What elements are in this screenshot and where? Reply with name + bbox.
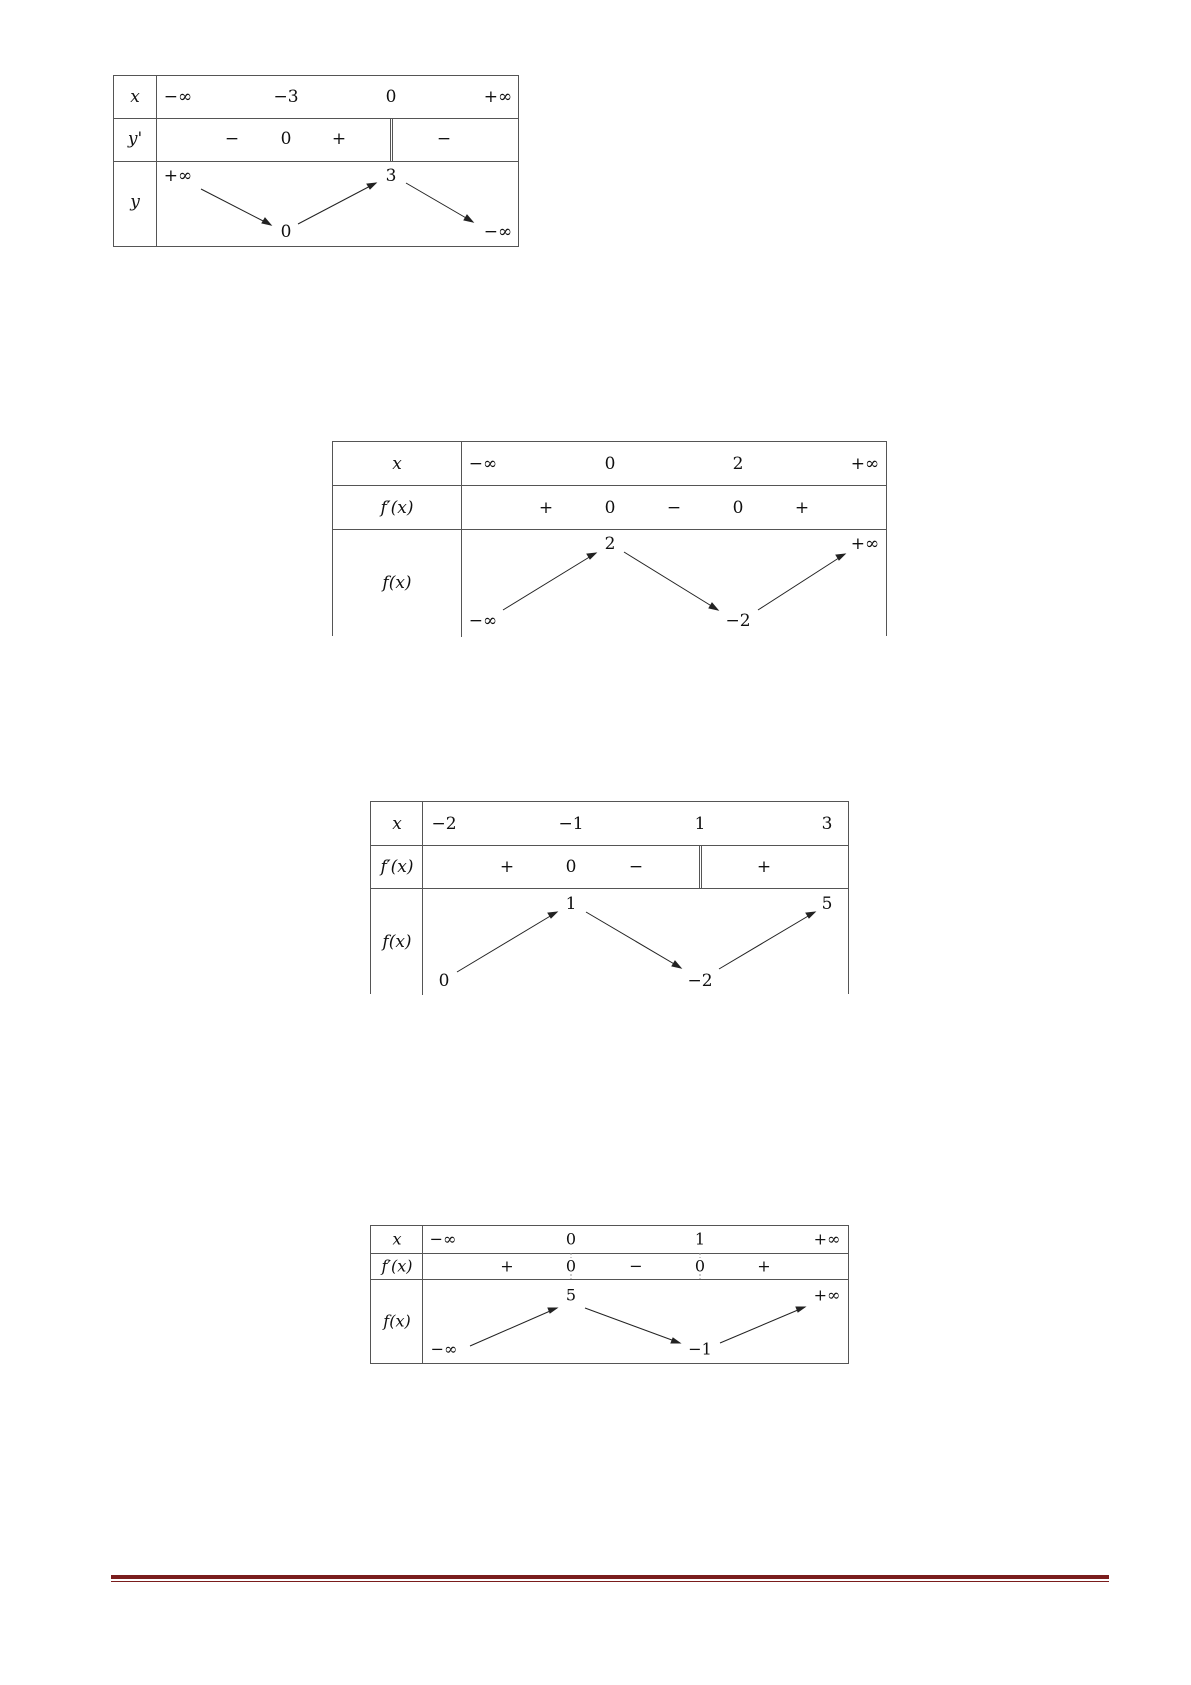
function-value: 0 <box>280 222 292 242</box>
derivative-sign: + <box>331 129 347 149</box>
derivative-zero: 0 <box>565 1256 577 1276</box>
x-value: 3 <box>821 814 833 834</box>
function-value: 3 <box>385 166 397 186</box>
row-label-x: x <box>392 454 402 474</box>
x-value: 1 <box>694 1229 706 1249</box>
x-value: −∞ <box>429 1229 457 1249</box>
derivative-zero: 0 <box>604 498 616 518</box>
x-value: 2 <box>732 454 744 474</box>
derivative-sign: − <box>629 1256 643 1276</box>
x-value: −∞ <box>468 454 498 474</box>
decreasing-arrow <box>624 552 718 610</box>
derivative-zero: 0 <box>694 1256 706 1276</box>
decreasing-arrow <box>201 189 271 225</box>
function-value: 5 <box>821 894 833 914</box>
x-value: +∞ <box>813 1229 841 1249</box>
increasing-arrow <box>298 183 376 224</box>
function-value: −∞ <box>430 1339 458 1359</box>
function-value: 5 <box>565 1285 577 1305</box>
row-label-function: y <box>130 192 140 212</box>
variation-arrows <box>333 442 888 637</box>
row-label-derivative: f′(x) <box>380 498 414 518</box>
x-value: −∞ <box>163 87 193 107</box>
decreasing-arrow <box>585 1308 680 1343</box>
footer-rule-thick <box>111 1575 1109 1579</box>
row-label-x: x <box>392 814 402 834</box>
increasing-arrow <box>719 912 815 969</box>
derivative-zero: 0 <box>280 129 292 149</box>
row-label-derivative: f′(x) <box>380 857 414 877</box>
x-value: −3 <box>273 87 299 107</box>
x-value: 1 <box>694 814 706 834</box>
function-value: +∞ <box>813 1285 841 1305</box>
variation-arrows <box>114 76 520 248</box>
derivative-sign: + <box>499 857 515 877</box>
function-value: −1 <box>688 1339 712 1359</box>
variation-table-1 <box>113 75 519 247</box>
decreasing-arrow <box>406 183 473 222</box>
function-value: −2 <box>725 611 751 631</box>
x-value: −1 <box>558 814 584 834</box>
function-value: 1 <box>565 894 577 914</box>
increasing-arrow <box>503 553 596 610</box>
derivative-sign: + <box>757 1256 771 1276</box>
x-value: 0 <box>565 1229 577 1249</box>
derivative-sign: + <box>794 498 810 518</box>
function-value: −2 <box>687 971 713 991</box>
increasing-arrow <box>758 554 845 610</box>
function-value: +∞ <box>850 534 880 554</box>
increasing-arrow <box>720 1307 805 1343</box>
derivative-zero: 0 <box>565 857 577 877</box>
row-label-x: x <box>130 87 140 107</box>
variation-table-3 <box>370 801 849 994</box>
increasing-arrow <box>457 912 557 972</box>
row-label-derivative: y' <box>127 129 143 149</box>
function-value: −∞ <box>468 611 498 631</box>
row-label-x: x <box>392 1229 402 1249</box>
row-label-function: f(x) <box>383 1311 411 1331</box>
derivative-sign: + <box>756 857 772 877</box>
x-value: 0 <box>385 87 397 107</box>
function-value: −∞ <box>483 222 513 242</box>
row-label-derivative: f′(x) <box>381 1256 413 1276</box>
function-value: +∞ <box>163 166 193 186</box>
x-value: −2 <box>431 814 457 834</box>
derivative-sign: + <box>538 498 554 518</box>
variation-table-2 <box>332 441 887 636</box>
derivative-zero: 0 <box>732 498 744 518</box>
row-label-function: f(x) <box>382 932 412 952</box>
function-value: 2 <box>604 534 616 554</box>
x-value: +∞ <box>483 87 513 107</box>
increasing-arrow <box>470 1308 557 1346</box>
derivative-sign: − <box>224 129 240 149</box>
decreasing-arrow <box>586 912 681 968</box>
row-label-function: f(x) <box>382 573 412 593</box>
function-value: 0 <box>438 971 450 991</box>
variation-table-4 <box>370 1225 849 1364</box>
footer-rule-thin <box>111 1581 1109 1582</box>
derivative-sign: − <box>436 129 452 149</box>
derivative-sign: + <box>500 1256 514 1276</box>
derivative-sign: − <box>666 498 682 518</box>
x-value: 0 <box>604 454 616 474</box>
x-value: +∞ <box>850 454 880 474</box>
derivative-sign: − <box>628 857 644 877</box>
variation-arrows <box>371 802 850 995</box>
